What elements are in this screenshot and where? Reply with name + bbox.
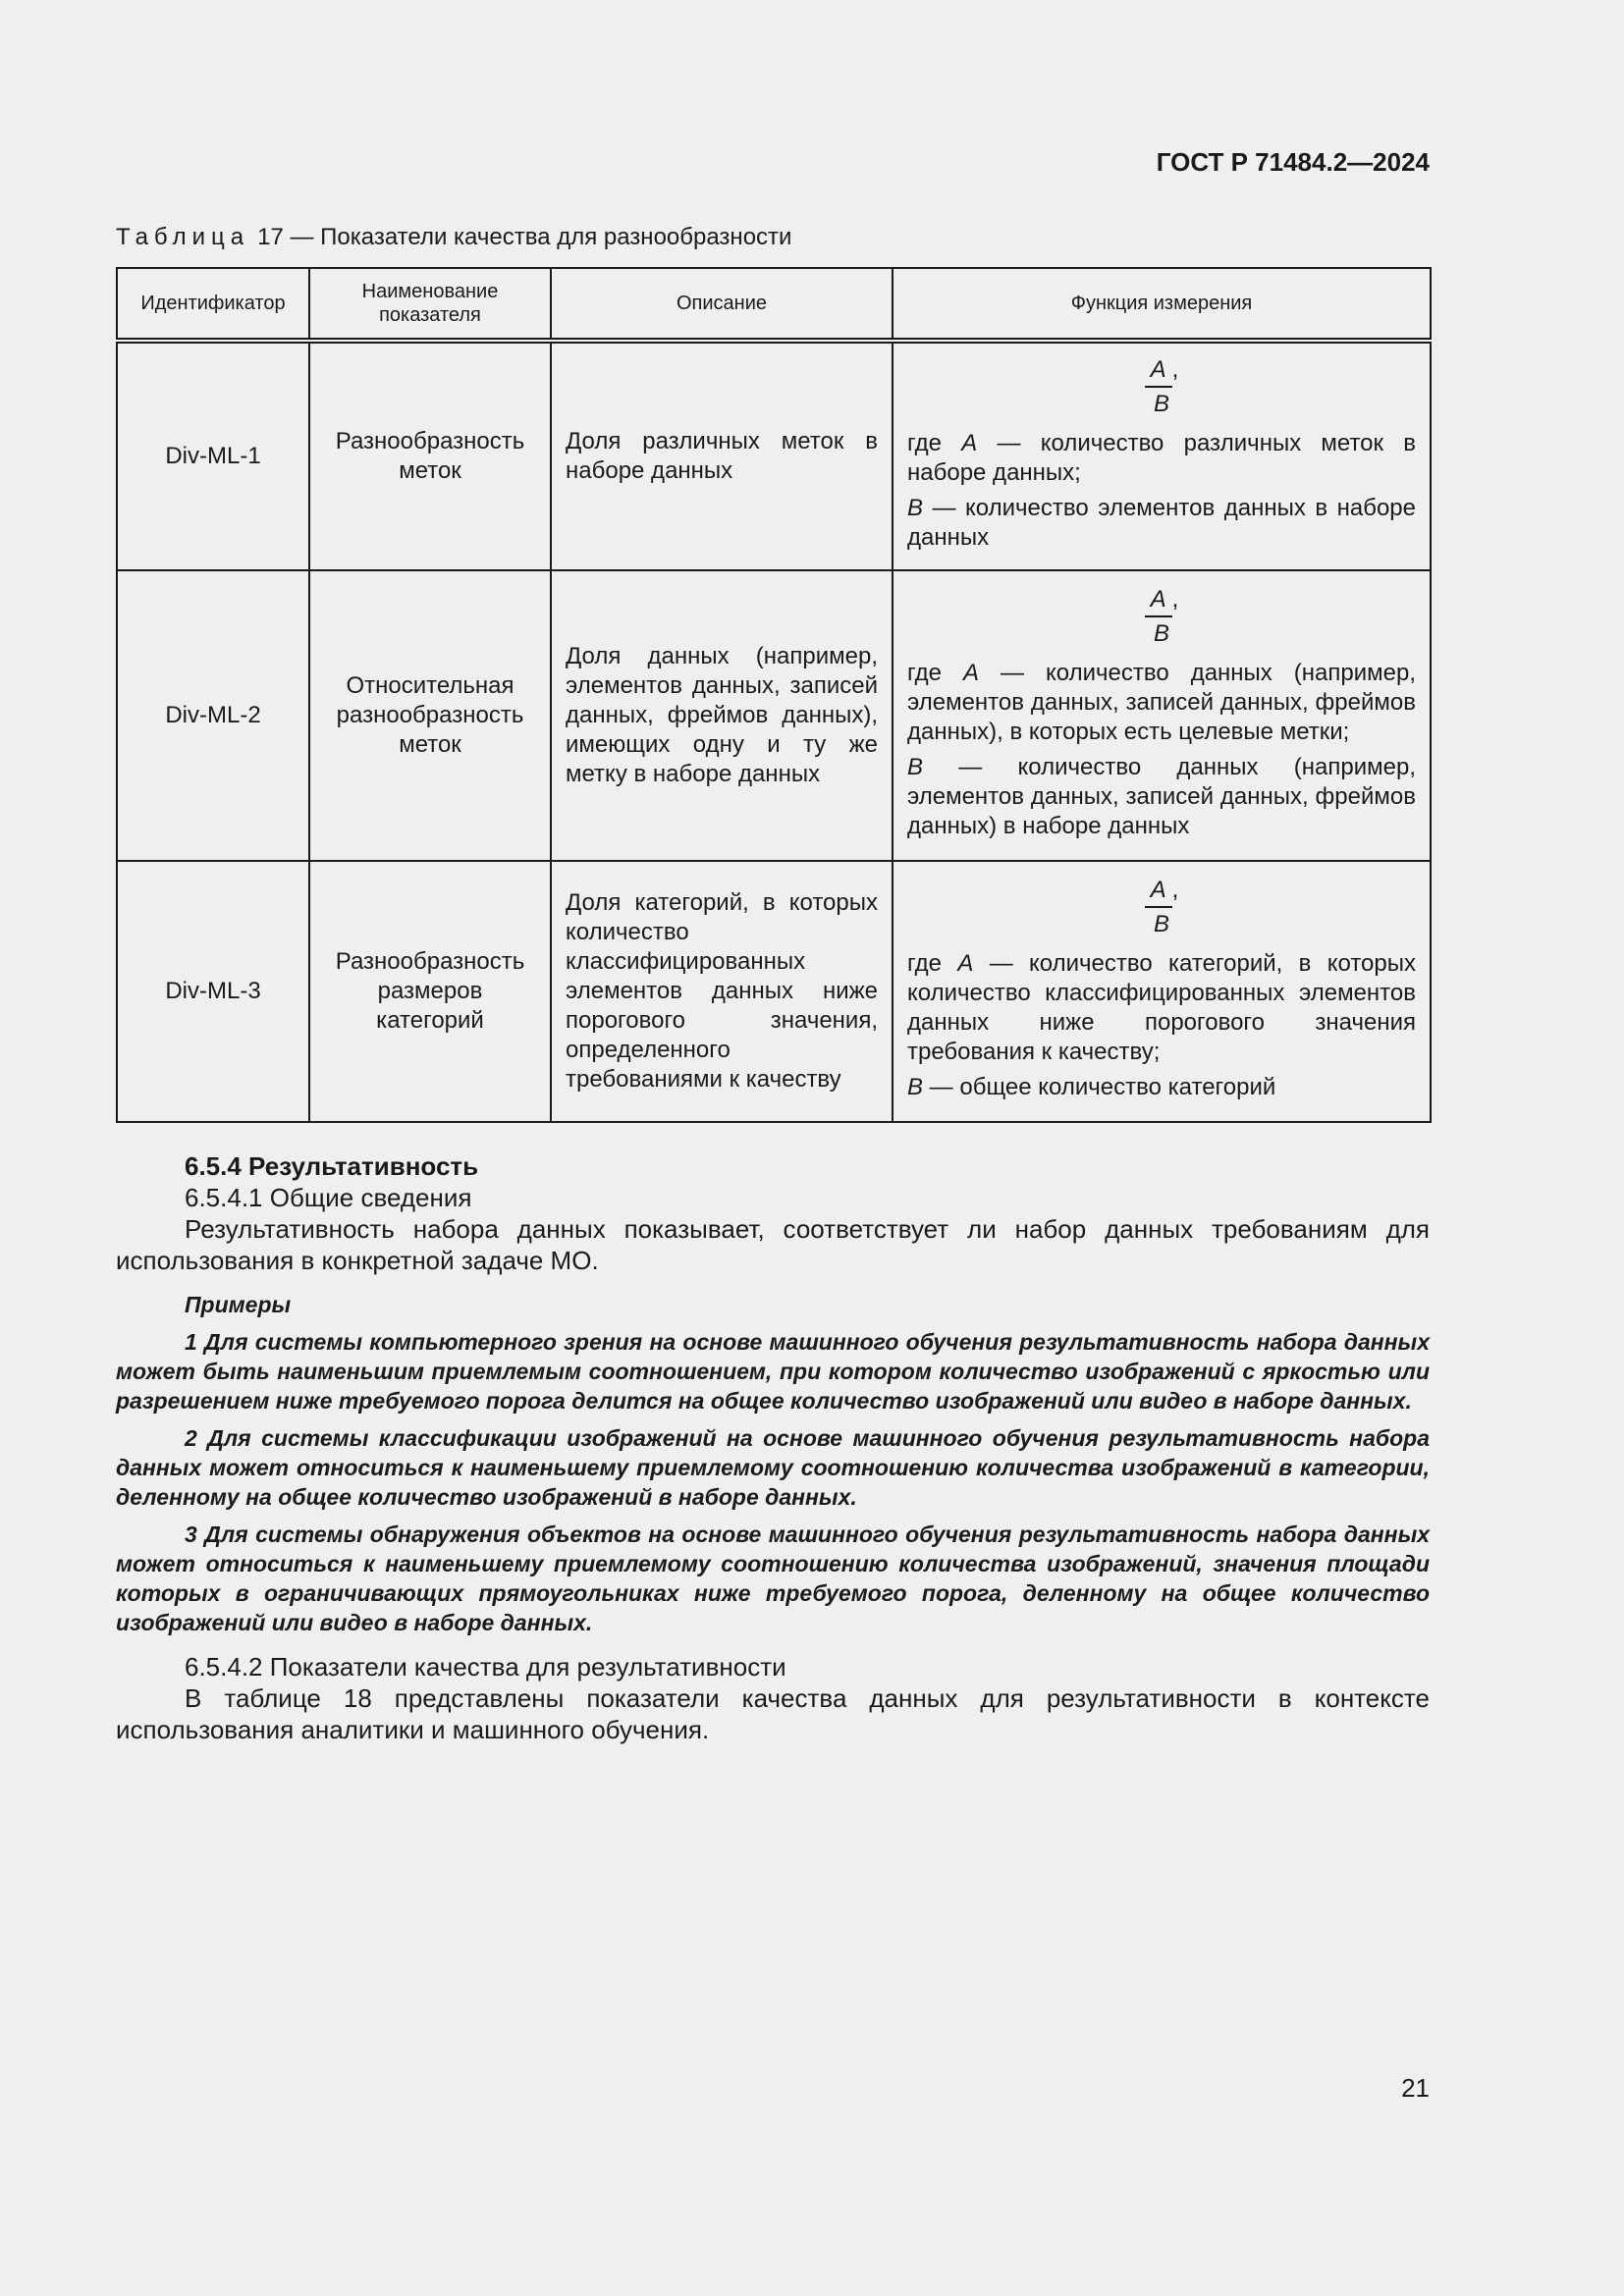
header-identifier: Идентификатор [117,268,309,341]
table-row [117,861,1431,1122]
where-a [907,659,1416,747]
table-caption-text: 17 — Показатели качества для разнообразности [257,224,792,250]
fraction-comma: , [1171,356,1179,383]
row-identifier: Div-ML-3 [117,861,309,1122]
row-indicator-name: Разнообразность размеров категорий [309,861,551,1122]
row-indicator-name: Относительная разнообразность меток [309,570,551,861]
fraction-numerator: A [1145,584,1172,617]
variable-b: B [907,495,924,521]
variable-b: B [907,754,924,780]
header-indicator-name: Наименование показателя [309,268,551,341]
page-number: 21 [1401,2073,1430,2103]
where-b [907,753,1416,841]
row-measurement-function [893,570,1431,861]
row-measurement-function [893,341,1431,570]
quality-indicators-table [116,267,1432,1123]
section-heading: 6.5.4 Результативность [185,1151,479,1181]
paragraph: Результативность набора данных показывает, соответствует ли набор данных требованиям для использования в конкретной задаче МО. [116,1214,1430,1275]
row-description: Доля категорий, в которых количество классифицированных элементов данных ниже порогового значения, определенного требованиями к качеству [551,861,893,1122]
fraction-denominator: B [1153,391,1169,417]
where-prefix: где [907,660,943,686]
row-indicator-name: Разнообразность меток [309,341,551,570]
row-description: Доля различных меток в наборе данных [551,341,893,570]
where-b-text: — количество данных (например, элементов данных, записей данных, фреймов данных) в наборе данных [907,754,1416,839]
fraction-denominator: B [1153,911,1169,937]
fraction-numerator: A [1145,354,1172,388]
where-a-text: — количество различных меток в наборе данных; [907,430,1417,486]
fraction [907,875,1416,941]
table-row [117,341,1431,570]
header-measurement-function: Функция измерения [893,268,1431,341]
header-description: Описание [551,268,893,341]
table-caption-word: Таблица [116,224,250,250]
row-description: Доля данных (например, элементов данных, записей данных, фреймов данных), имеющих одну и ту же метку в наборе данных [551,570,893,861]
variable-a: A [961,430,978,456]
variable-a: A [963,660,980,686]
where-prefix: где [907,950,943,977]
row-measurement-function [893,861,1431,1122]
section-body [116,1150,1430,1745]
examples-title: Примеры [185,1292,292,1317]
fraction-comma: , [1171,586,1179,613]
table-header-row [117,268,1431,341]
subsection-heading: 6.5.4.2 Показатели качества для результативности [185,1652,786,1682]
where-prefix: где [907,430,943,456]
where-a [907,949,1416,1067]
fraction [907,354,1416,421]
where-b-text: — общее количество категорий [923,1074,1276,1100]
where-b-text: — количество элементов данных в наборе данных [907,495,1416,551]
row-identifier: Div-ML-1 [117,341,309,570]
paragraph: В таблице 18 представлены показатели качества данных для результативности в контексте использования аналитики и машинного обучения. [116,1683,1430,1744]
table-row [117,570,1431,861]
fraction [907,584,1416,651]
example-item: 2 Для системы классификации изображений на основе машинного обучения результативность набора данных может относиться к наименьшему приемлемому соотношению количества изображений в категории, деленному на общее количество изображений в наборе данных. [116,1425,1430,1510]
example-item: 1 Для системы компьютерного зрения на основе машинного обучения результативность набора данных может быть наименьшим приемлемым соотношением, при котором количество изображений с яркостью или разрешением ниже требуемого порога делится на общее количество изображений или видео в наборе данных. [116,1329,1430,1414]
document-code: ГОСТ Р 71484.2—2024 [1156,147,1430,177]
fraction-comma: , [1171,877,1179,903]
fraction-numerator: A [1145,875,1172,908]
where-b [907,1073,1416,1102]
variable-b: B [907,1074,924,1100]
subsection-heading: 6.5.4.1 Общие сведения [185,1183,472,1212]
where-a-text: — количество данных (например, элементов данных, записей данных, фреймов данных), в которых есть целевые метки; [907,660,1416,745]
where-a-text: — количество категорий, в которых количество классифицированных элементов данных ниже порогового значения требования к качеству; [907,950,1416,1065]
table-caption [116,224,791,251]
row-identifier: Div-ML-2 [117,570,309,861]
variable-a: A [957,950,974,977]
example-item: 3 Для системы обнаружения объектов на основе машинного обучения результативность набора данных может относиться к наименьшему приемлемому соотношению количества изображений, значения площади которых в ограничивающих прямоугольниках ниже требуемого порога, деленному на общее количество изображений или видео в наборе данных. [116,1522,1430,1635]
where-b [907,494,1416,553]
fraction-denominator: B [1153,620,1169,647]
where-a [907,429,1416,488]
